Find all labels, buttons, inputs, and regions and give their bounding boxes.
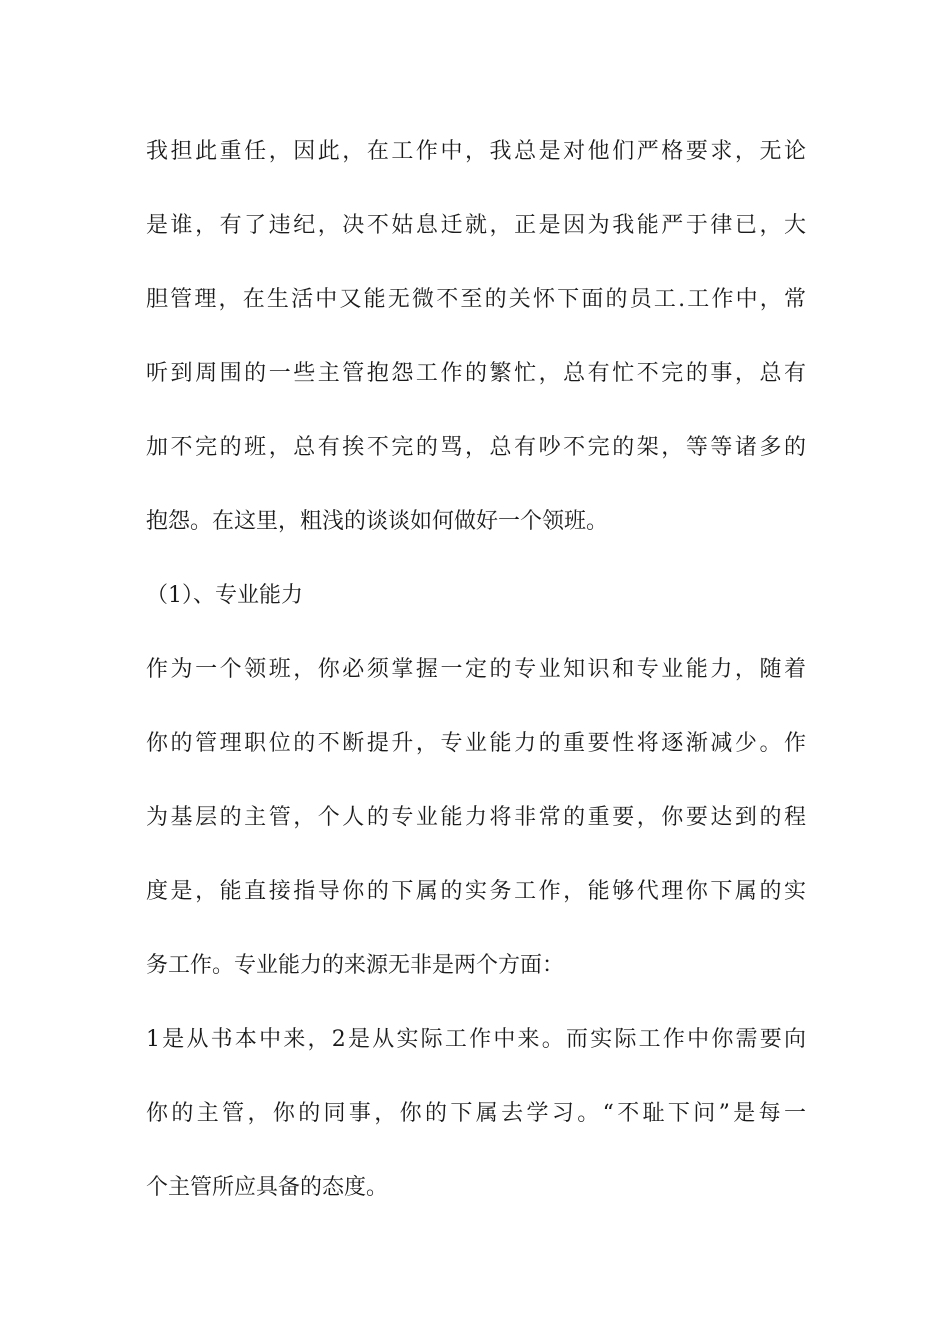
text-line: 务工作。专业能力的来源无非是两个方面： xyxy=(146,953,565,978)
text-line: 抱怨。在这里，粗浅的谈谈如何做好一个领班。 xyxy=(146,509,609,534)
text-line: 加不完的班，总有挨不完的骂，总有吵不完的架，等等诸多的 xyxy=(146,435,806,460)
text-line: 是谁，有了违纪，决不姑息迁就，正是因为我能严于律已，大 xyxy=(146,213,806,238)
section-heading-text: （1）、专业能力 xyxy=(146,583,303,608)
text-line: 听到周围的一些主管抱怨工作的繁忙，总有忙不完的事，总有 xyxy=(146,361,806,386)
text-line: 你的管理职位的不断提升，专业能力的重要性将逐渐减少。作 xyxy=(146,731,806,756)
text-line: 你的主管，你的同事，你的下属去学习。“不耻下问”是每一 xyxy=(146,1101,806,1126)
text-line: 我担此重任，因此，在工作中，我总是对他们严格要求，无论 xyxy=(146,139,806,164)
text-line: 为基层的主管，个人的专业能力将非常的重要，你要达到的程 xyxy=(146,805,806,830)
text-line: 作为一个领班，你必须掌握一定的专业知识和专业能力，随着 xyxy=(146,657,806,682)
text-line: 胆管理，在生活中又能无微不至的关怀下面的员工.工作中，常 xyxy=(146,287,806,312)
text-line: 个主管所应具备的态度。 xyxy=(146,1175,389,1200)
text-line: 度是，能直接指导你的下属的实务工作，能够代理你下属的实 xyxy=(146,879,806,904)
text-line: 1是从书本中来，2是从实际工作中来。而实际工作中你需要向 xyxy=(146,1027,806,1052)
